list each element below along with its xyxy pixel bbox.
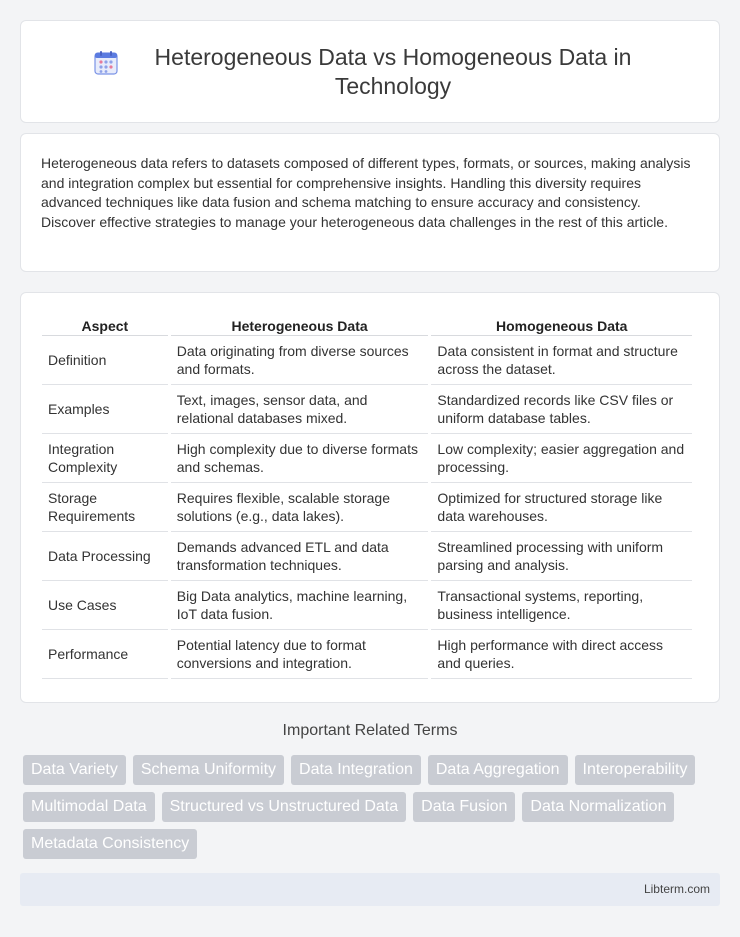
related-term-tag[interactable]: Metadata Consistency bbox=[23, 829, 197, 859]
homogeneous-cell: Low complexity; easier aggregation and processing. bbox=[431, 434, 692, 483]
table-row bbox=[42, 581, 692, 630]
column-header-homogeneous: Homogeneous Data bbox=[431, 315, 692, 336]
comparison-table bbox=[39, 315, 695, 679]
table-row bbox=[42, 385, 692, 434]
related-terms-tags bbox=[23, 755, 713, 866]
related-term-tag[interactable]: Interoperability bbox=[575, 755, 696, 785]
related-term-tag[interactable]: Structured vs Unstructured Data bbox=[162, 792, 407, 822]
homogeneous-cell: Data consistent in format and structure across the dataset. bbox=[431, 336, 692, 385]
related-term-tag[interactable]: Data Fusion bbox=[413, 792, 515, 822]
related-terms-title: Important Related Terms bbox=[282, 722, 458, 739]
intro-card bbox=[20, 133, 720, 272]
page-title: Heterogeneous Data vs Homogeneous Data in Technology bbox=[154, 43, 632, 99]
related-term-tag[interactable]: Data Integration bbox=[291, 755, 421, 785]
intro-paragraph: Heterogeneous data refers to datasets composed of different types, formats, or sources, making analysis and integration complex but essential for comprehensive insights. Handling this diversity requires advanced techniques like data fusion and schema matching to ensure accuracy and consistency. Discover effective strategies to manage your heterogeneous data challenges in the rest of this article. bbox=[41, 155, 691, 230]
heterogeneous-cell: Requires flexible, scalable storage solutions (e.g., data lakes). bbox=[171, 483, 429, 532]
homogeneous-cell: Transactional systems, reporting, business intelligence. bbox=[431, 581, 692, 630]
heterogeneous-cell: Demands advanced ETL and data transformation techniques. bbox=[171, 532, 429, 581]
table-row bbox=[42, 630, 692, 679]
table-row bbox=[42, 336, 692, 385]
comparison-table-card bbox=[20, 292, 720, 703]
related-term-tag[interactable]: Data Variety bbox=[23, 755, 126, 785]
aspect-cell: Definition bbox=[42, 336, 168, 385]
heterogeneous-cell: Big Data analytics, machine learning, IoT data fusion. bbox=[171, 581, 429, 630]
header-inner bbox=[60, 43, 680, 101]
column-header-aspect: Aspect bbox=[42, 315, 168, 336]
table-header-row bbox=[42, 315, 692, 336]
heterogeneous-cell: Data originating from diverse sources and formats. bbox=[171, 336, 429, 385]
homogeneous-cell: Optimized for structured storage like data warehouses. bbox=[431, 483, 692, 532]
homogeneous-cell: Streamlined processing with uniform parsing and analysis. bbox=[431, 532, 692, 581]
calendar-grid-icon bbox=[92, 49, 120, 77]
aspect-cell: Examples bbox=[42, 385, 168, 434]
footer-site-link[interactable]: Libterm.com bbox=[643, 882, 710, 896]
heterogeneous-cell: Potential latency due to format conversions and integration. bbox=[171, 630, 429, 679]
related-term-tag[interactable]: Schema Uniformity bbox=[133, 755, 284, 785]
footer bbox=[20, 873, 720, 906]
heterogeneous-cell: Text, images, sensor data, and relational databases mixed. bbox=[171, 385, 429, 434]
header-card bbox=[20, 20, 720, 123]
homogeneous-cell: High performance with direct access and queries. bbox=[431, 630, 692, 679]
related-term-tag[interactable]: Data Aggregation bbox=[428, 755, 568, 785]
homogeneous-cell: Standardized records like CSV files or uniform database tables. bbox=[431, 385, 692, 434]
aspect-cell: Integration Complexity bbox=[42, 434, 168, 483]
table-row bbox=[42, 483, 692, 532]
column-header-heterogeneous: Heterogeneous Data bbox=[171, 315, 429, 336]
heterogeneous-cell: High complexity due to diverse formats and schemas. bbox=[171, 434, 429, 483]
table-row bbox=[42, 532, 692, 581]
table-row bbox=[42, 434, 692, 483]
related-term-tag[interactable]: Data Normalization bbox=[522, 792, 674, 822]
aspect-cell: Data Processing bbox=[42, 532, 168, 581]
aspect-cell: Storage Requirements bbox=[42, 483, 168, 532]
aspect-cell: Performance bbox=[42, 630, 168, 679]
related-term-tag[interactable]: Multimodal Data bbox=[23, 792, 155, 822]
aspect-cell: Use Cases bbox=[42, 581, 168, 630]
